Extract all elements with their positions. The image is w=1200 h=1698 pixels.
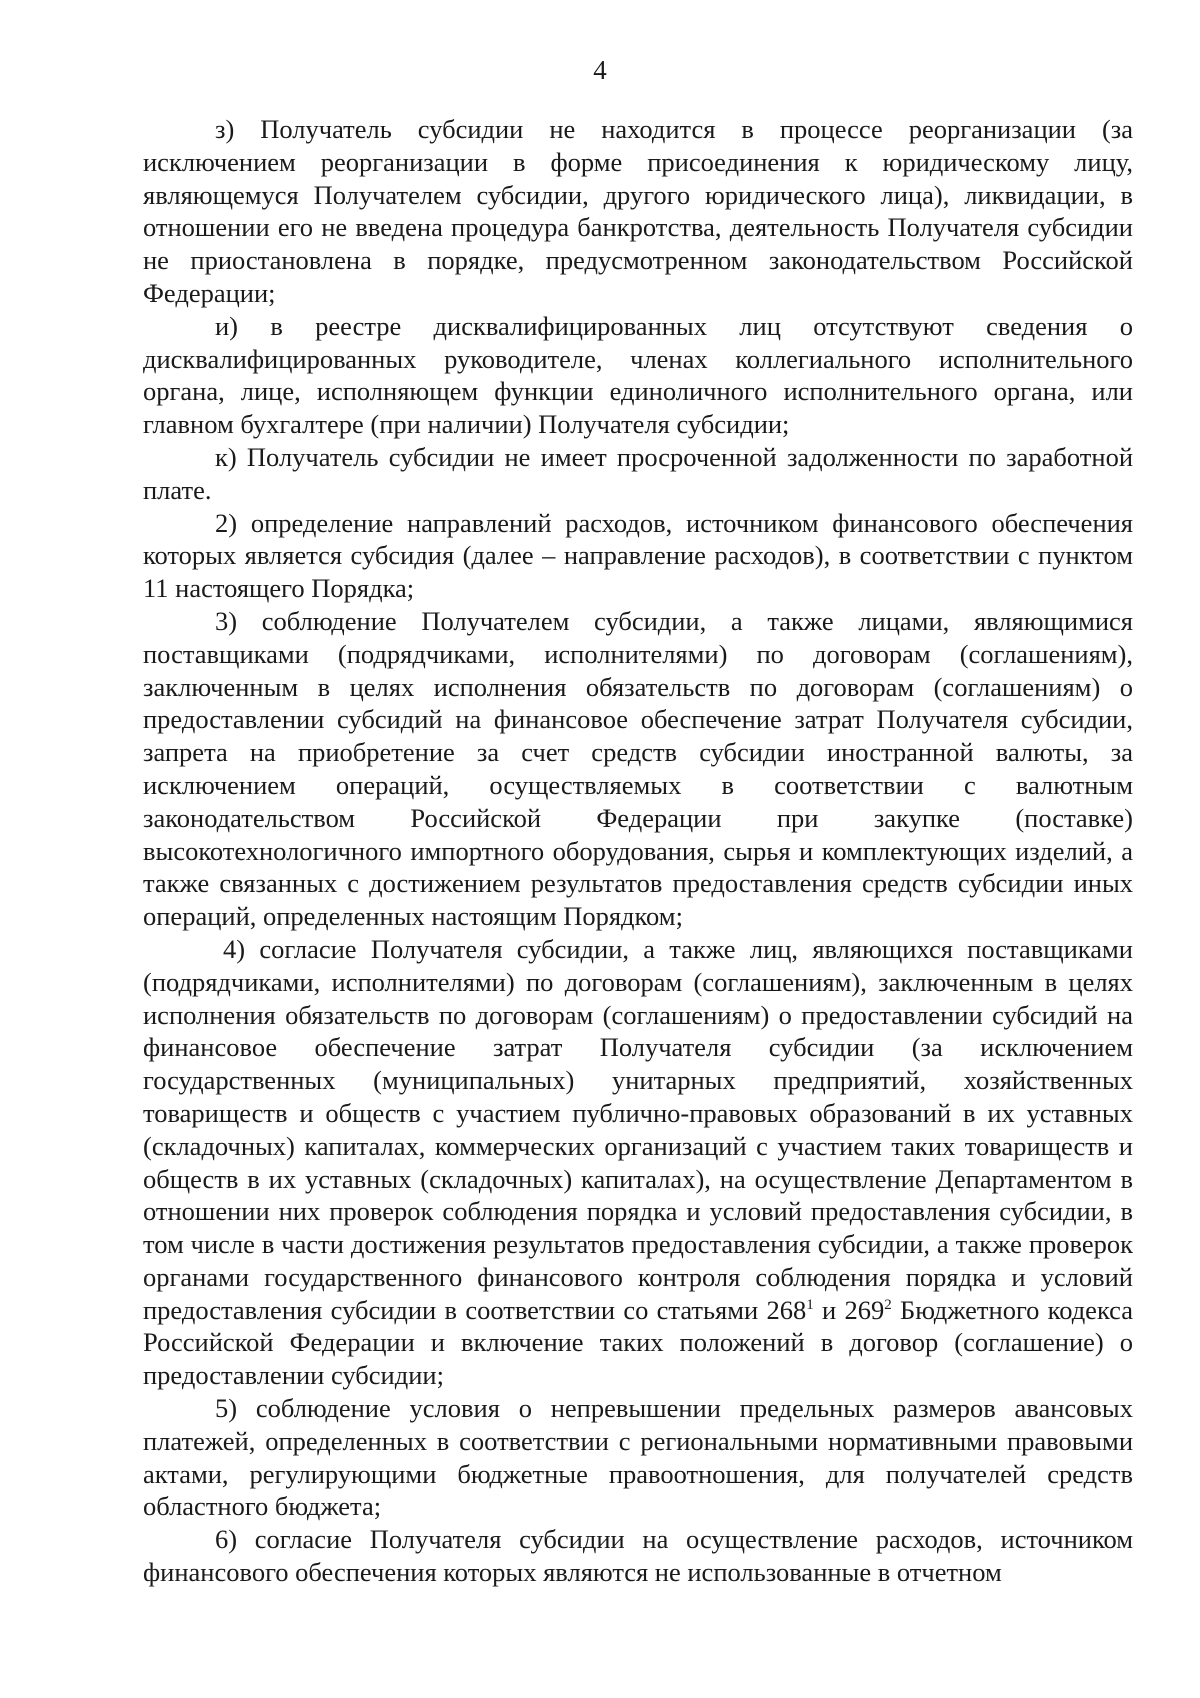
paragraph-5: 5) соблюдение условия о непревышении предельных размеров авансовых платежей, определенных в соответствии с региональными нормативными правовыми актами, регулирующими бюджетные правоотношения, для получателей средств областного бюджета;	[143, 1393, 1133, 1522]
paragraph-2: 2) определение направлений расходов, источником финансового обеспечения которых является субсидия (далее – направление расходов), в соответствии с пунктом 11 настоящего Порядка;	[143, 507, 1133, 604]
paragraph-k: к) Получатель субсидии не имеет просроченной задолженности по заработной плате.	[143, 441, 1133, 505]
paragraph-3: 3) соблюдение Получателем субсидии, а также лицами, являющимися поставщиками (подрядчиками, исполнителями) по договорам (соглашениям), заключенным в целях исполнения обязательств по договорам (соглашениям) о предоставлении субсидий на финансовое обеспечение затрат Получателя субсидии, запрета на приобретение за счет средств субсидии иностранной валюты, за исключением операций, осуществляемых в соответствии с валютным законодательством Российской Федерации при закупке (поставке) высокотехнологичного импортного оборудования, сырья и комплектующих изделий, а также связанных с достижением результатов предоставления средств субсидии иных операций, определенных настоящим Порядком;	[143, 605, 1133, 932]
article-268-superscript: 1	[806, 1296, 814, 1313]
document-body	[143, 113, 1133, 1589]
paragraph-z: з) Получатель субсидии не находится в процессе реорганизации (за исключением реорганизации в форме присоединения к юридическому лицу, являющемуся Получателем субсидии, другого юридического лица), ликвидации, в отношении его не введена процедура банкротства, деятельность Получателя субсидии не приостановлена в порядке, предусмотренном законодательством Российской Федерации;	[143, 114, 1133, 308]
paragraph-4-text-middle: и 269	[813, 1294, 885, 1325]
paragraph-i: и) в реестре дисквалифицированных лиц отсутствуют сведения о дисквалифицированных руководителе, членах коллегиального исполнительного органа, лице, исполняющем функции единоличного исполнительного органа, или главном бухгалтере (при наличии) Получателя субсидии;	[143, 310, 1133, 440]
article-269-superscript: 2	[884, 1296, 892, 1313]
paragraph-4-text-after: Бюджетного кодекса Российской Федерации и включение таких положений в договор (соглашение) о предоставлении субсидии;	[143, 1294, 1134, 1391]
paragraph-4-text-before: 4) согласие Получателя субсидии, а также лиц, являющихся поставщиками (подрядчиками, исполнителями) по договорам (соглашениям), заключенным в целях исполнения обязательств по договорам (соглашениям) о предоставлении субсидий на финансовое обеспечение затрат Получателя субсидии (за исключением государственных (муниципальных) унитарных предприятий, хозяйственных товариществ и обществ с участием публично-правовых образований в их уставных (складочных) капиталах, коммерческих организаций с участием таких товариществ и обществ в их уставных (складочных) капиталах), на осуществление Департаментом в отношении них проверок соблюдения порядка и условий предоставления субсидии, в том числе в части достижения результатов предоставления субсидии, а также проверок органами государственного финансового контроля соблюдения порядка и условий предоставления субсидии в соответствии со статьями 268	[143, 933, 1133, 1325]
paragraph-6: 6) согласие Получателя субсидии на осуществление расходов, источником финансового обеспечения которых являются не использованные в отчетном	[143, 1524, 1133, 1588]
page-number: 4	[593, 55, 607, 85]
paragraph-4	[143, 933, 1133, 1392]
